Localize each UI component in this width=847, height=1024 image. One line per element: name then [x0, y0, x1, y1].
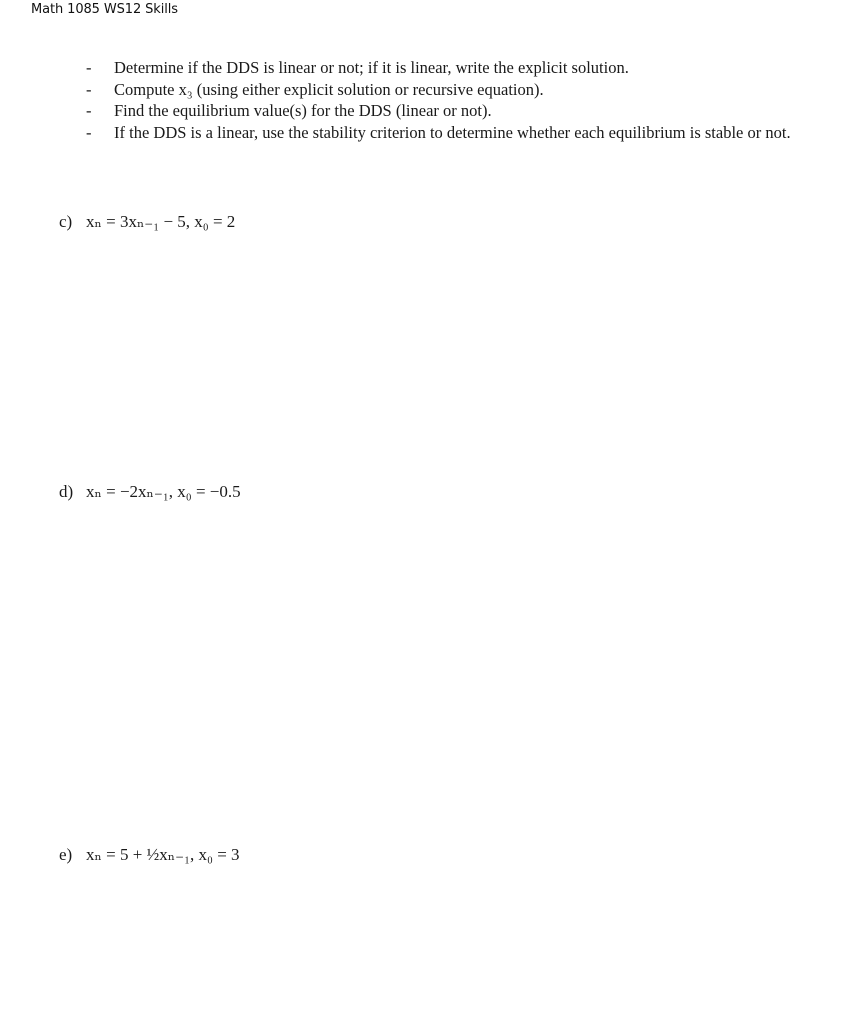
problem-equation: xₙ = 5 + ½xₙ₋₁, x₀ = 3 — [86, 845, 240, 864]
problem-label: e) — [59, 845, 73, 864]
bullet-dash: - — [86, 101, 92, 120]
bullet-dash: - — [86, 122, 92, 142]
problem-d — [59, 482, 241, 502]
problem-label: c) — [59, 212, 73, 231]
instruction-item — [86, 57, 831, 79]
instruction-item — [86, 122, 831, 144]
problem-e — [59, 845, 240, 865]
bullet-dash: - — [86, 58, 92, 77]
problem-c — [59, 212, 235, 232]
problem-label: d) — [59, 482, 74, 501]
instruction-text: Determine if the DDS is linear or not; if it is linear, write the explicit solution. — [114, 58, 629, 77]
instruction-item — [86, 100, 831, 122]
page-header: Math 1085 WS12 Skills — [31, 2, 178, 17]
bullet-dash: - — [86, 79, 92, 99]
instruction-text: Find the equilibrium value(s) for the DDS (linear or not). — [114, 101, 492, 120]
problem-equation: xₙ = −2xₙ₋₁, x₀ = −0.5 — [86, 482, 241, 501]
instruction-item — [86, 79, 831, 101]
instruction-list — [86, 57, 831, 143]
instruction-text: If the DDS is a linear, use the stability criterion to determine whether each equilibrium is stable or not. — [114, 122, 791, 142]
problem-equation: xₙ = 3xₙ₋₁ − 5, x₀ = 2 — [86, 212, 236, 231]
instruction-text: Compute x₃ (using either explicit solution or recursive equation). — [114, 79, 544, 99]
